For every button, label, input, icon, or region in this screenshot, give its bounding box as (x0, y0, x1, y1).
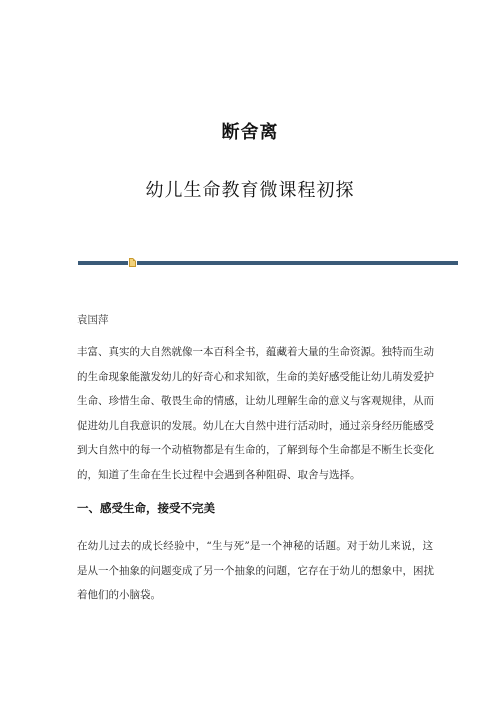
divider-bar-right (137, 261, 458, 265)
paragraph-line: 促进幼儿自我意识的发展。幼儿在大自然中进行活动时，通过亲身经历能感受 (77, 419, 434, 432)
document-icon (129, 258, 136, 267)
intro-paragraph (77, 340, 433, 487)
divider-bar-left (78, 261, 128, 265)
document-title: 断舍离 (221, 122, 279, 143)
paragraph-line: 生命、珍惜生命、敬畏生命的情感，让幼儿理解生命的意义与客观规律，从而 (77, 395, 434, 407)
paragraph-line: 是从一个抽象的问题变成了另一个抽象的问题，它存在于幼儿的想象中，困扰 (77, 564, 434, 577)
section-paragraph (77, 534, 433, 608)
paragraph-line: 在幼儿过去的成长经验中，“生与死”是一个神秘的话题。对于幼儿来说，这 (77, 540, 433, 552)
section-heading: 一、感受生命，接受不完美 (77, 501, 215, 515)
paragraph-line: 着他们的小脑袋。 (77, 589, 161, 601)
paragraph-line: 丰富、真实的大自然就像一本百科全书，蕴藏着大量的生命资源。独特而生动 (77, 346, 434, 358)
paragraph-line: 到大自然中的每一个动植物都是有生命的，了解到每个生命都是不断生长变化 (77, 444, 434, 456)
document-subtitle: 幼儿生命教育微课程初探 (145, 180, 355, 201)
title-divider (78, 261, 458, 265)
paragraph-line: 的，知道了生命在生长过程中会遇到各种阻碍、取舍与选择。 (77, 468, 361, 481)
author-name: 袁国萍 (77, 314, 109, 326)
paragraph-line: 的生命现象能激发幼儿的好奇心和求知欲，生命的美好感受能让幼儿萌发爱护 (77, 370, 434, 383)
